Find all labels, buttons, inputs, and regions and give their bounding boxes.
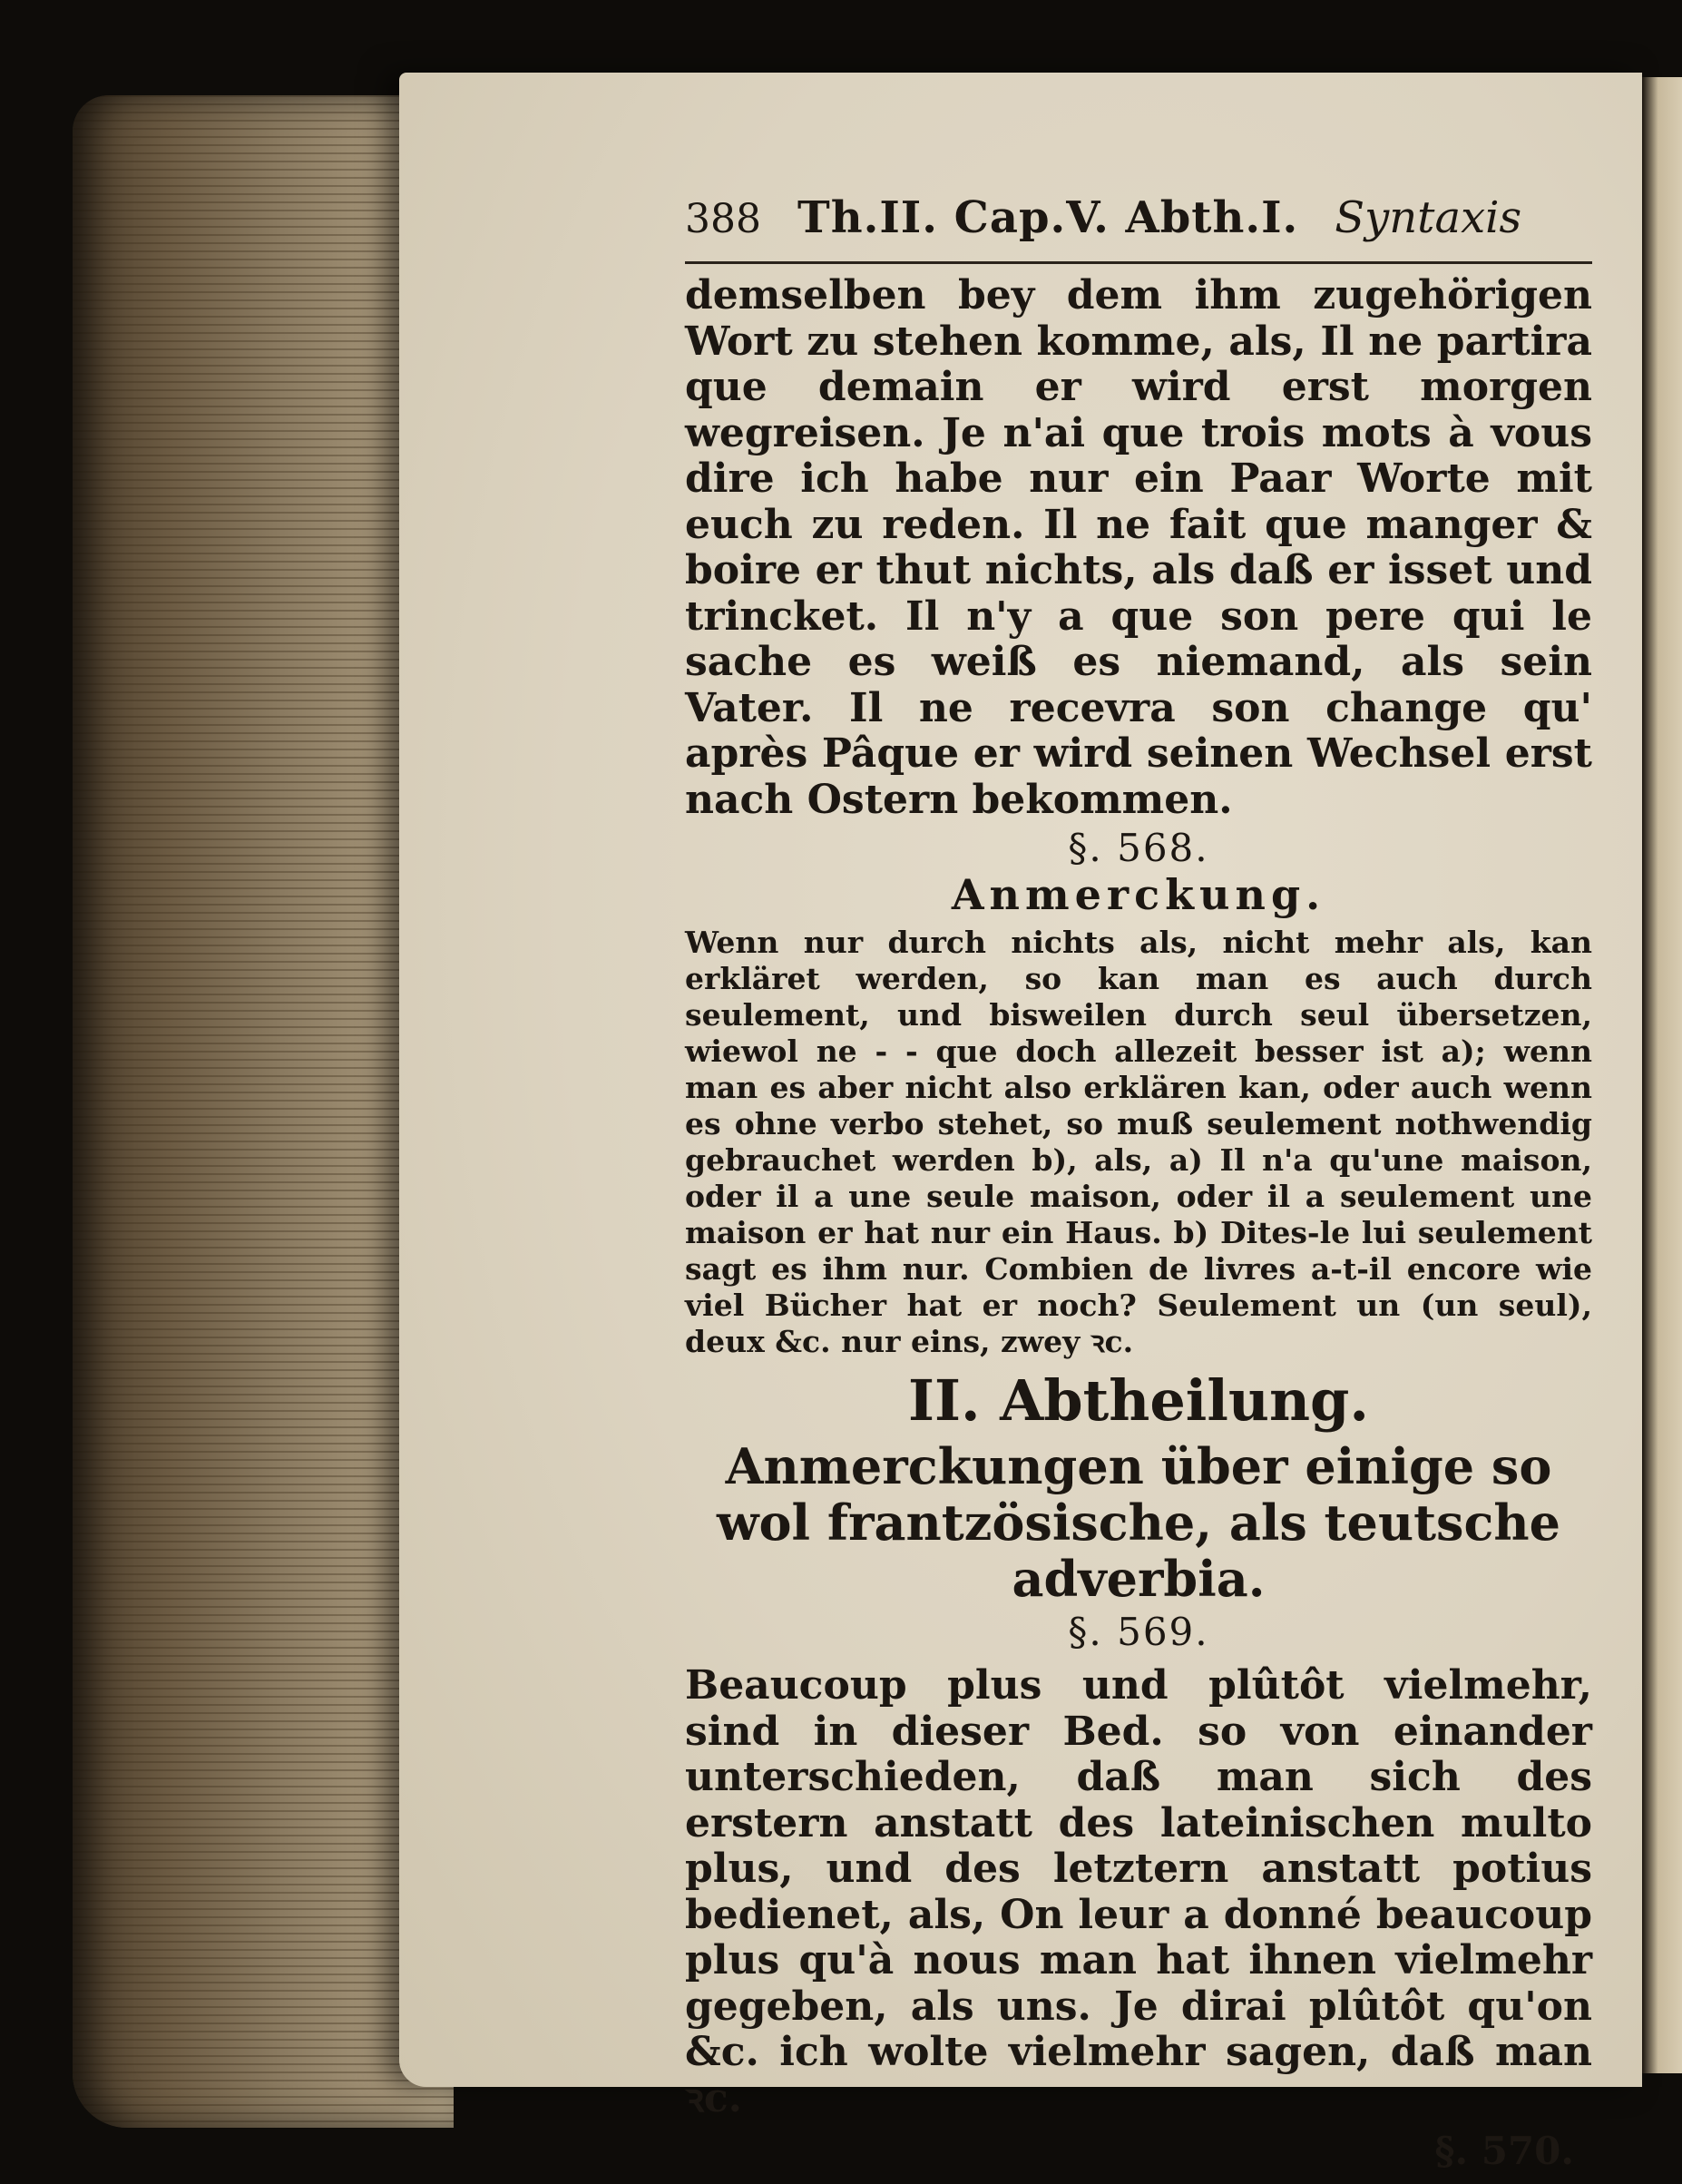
paragraph-continuation: demselben bey dem ihm zugehörigen Wort zu stehen komme, als, Il ne partira que demain er wird erst morgen wegreisen. Je n'ai que trois mots à vous dire ich habe nur ein Paar Worte mit euch zu reden. Il ne fait que manger & boire er thut nichts, als daß er isset und trincket. Il n'y a que son pere qui le sache es weiß es niemand, als sein Vater. Il ne recevra son change qu' après Pâque er wird seinen Wechsel erst nach Ostern bekommen.	[685, 272, 1592, 823]
abtheilung-title: II. Abtheilung.	[908, 1367, 1369, 1434]
section-568-text: Wenn nur durch nichts als, nicht mehr als, kan erkläret werden, so kan man es auch durch seulement, und bisweilen durch seul übersetzen, wiewol ne - - que doch allezeit besser ist a); wenn man es aber nicht also erklären kan, oder auch wenn es ohne verbo stehet, so muß seulement nothwendig gebrauchet werden b), als, a) Il n'a qu'une maison, oder il a une seule maison, oder il a seulement une maison er hat nur ein Haus. b) Dites-le lui seulement sagt es ihm nur. Combien de livres a-t-il encore wie viel Bücher hat er noch? Seulement un (un seul), deux &c. nur eins, zwey ꝛc.	[685, 925, 1592, 1359]
running-head	[685, 192, 1592, 264]
catchword: §. 570.	[1434, 2129, 1574, 2173]
page-text-block	[685, 192, 1592, 2173]
running-head-subject: Syntaxis	[1335, 192, 1522, 243]
section-number-569: §. 569.	[1068, 1610, 1209, 1654]
section-number-568: §. 568.	[1068, 826, 1209, 870]
facing-page-edge	[1642, 77, 1682, 2073]
section-heading-anmerckung: Anmerckung.	[951, 870, 1326, 919]
page-number: 388	[685, 196, 761, 242]
book-page-edges	[73, 95, 454, 2128]
abtheilung-subtitle: Anmerckungen über einige so wol frantzösische, als teutsche adverbia.	[717, 1437, 1560, 1608]
section-569-text: Beaucoup plus und plûtôt vielmehr, sind in dieser Bed. so von einander unterschieden, daß man sich des erstern anstatt des lateinischen multo plus, und des letztern anstatt potius bedienet, als, On leur a donné beaucoup plus qu'à nous man hat ihnen vielmehr gegeben, als uns. Je dirai plûtôt qu'on &c. ich wolte vielmehr sagen, daß man ꝛc.	[685, 1662, 1592, 2121]
running-head-title: Th.II. Cap.V. Abth.I.	[797, 192, 1299, 243]
